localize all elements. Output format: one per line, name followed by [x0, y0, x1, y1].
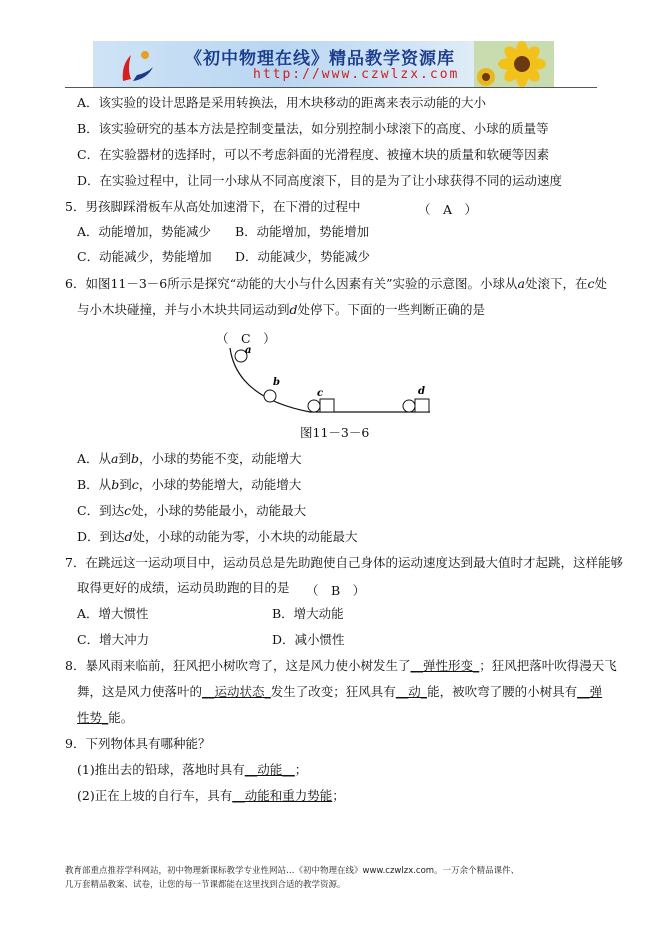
q6-stem-part1: 6．如图11－3－6所示是探究“动能的大小与什么因素有关”实验的示意图。小球从 — [65, 276, 518, 291]
q6-stem-part4: 与小木块碰撞，并与小木块共同运动到 — [77, 302, 290, 317]
q5-option-b: B．动能增加，势能增加 — [235, 224, 370, 239]
site-logo — [117, 45, 157, 85]
footer-line1: 教育部重点推荐学科网站，初中物理新课标教学专业性网站…《初中物理在线》www.czwlzx.com。一万余个精品课件、 — [65, 866, 520, 876]
label-d: d — [418, 386, 425, 397]
q6-a-var2: b — [131, 451, 140, 466]
q8-text1: 8．暴风雨来临前，狂风把小树吹弯了，这是风力使小树发生了 — [65, 658, 411, 673]
q4-option-b: B．该实验研究的基本方法是控制变量法，如分别控制小球滚下的高度、小球的质量等 — [77, 121, 549, 136]
q6-d-text2: 处，小球的动能为零，小木块的动能最大 — [132, 529, 358, 544]
header-banner — [93, 41, 554, 87]
q7-option-d: D．减小惯性 — [272, 632, 345, 647]
q5-stem: 5．男孩脚踩滑板车从高处加速滑下，在下滑的过程中 — [65, 199, 361, 214]
q8-blank1: __弹性形变_ — [410, 658, 480, 673]
ball-c — [308, 400, 320, 412]
footer-line2: 几万套精品教案、试卷，让您的每一节课都能在这里找到合适的教学资源。 — [65, 880, 346, 890]
q6-b-var2: c — [131, 477, 139, 492]
q7-answer: （ B ） — [306, 583, 366, 598]
q8-text4: 发生了改变；狂风具有 — [270, 684, 396, 699]
q7-option-b: B．增大动能 — [272, 606, 344, 621]
q8-blank4: __弹 — [577, 684, 603, 699]
q6-answer: （ C ） — [216, 331, 276, 346]
q6-a-var1: a — [111, 451, 119, 466]
q6-b-text1: B．从 — [77, 477, 112, 492]
q5-option-d: D．动能减少，势能减少 — [235, 249, 371, 264]
block-d — [415, 399, 429, 412]
q9-sub2 — [77, 788, 345, 804]
q8-blank4-cont: 性势_ — [77, 710, 109, 725]
q5-option-c: C．动能减少，势能增加 — [77, 249, 212, 264]
q6-stem-part5: 处停下。下面的一些判断正确的是 — [297, 302, 486, 317]
q8-blank2: __运动状态_ — [202, 684, 271, 699]
label-a: a — [245, 345, 252, 356]
ball-d — [403, 400, 415, 412]
q9-s1-blank: __动能__ — [244, 762, 295, 777]
q5-option-a: A．动能增加，势能减少 — [77, 224, 212, 239]
q6-c-var1: c — [124, 503, 132, 518]
q4-option-a: A．该实验的设计思路是采用转换法，用木块移动的距离来表示动能的大小 — [77, 95, 487, 110]
q6-c-text2: 处，小球的势能最小，动能最大 — [131, 503, 307, 518]
q9-s2-text1: (2)正在上坡的自行车，具有 — [77, 788, 233, 803]
q6-option-c — [77, 503, 306, 519]
block-c — [320, 399, 334, 412]
q6-option-a — [77, 451, 302, 467]
q6-b-var1: b — [111, 477, 120, 492]
q8-text5: 能，被吹弯了腰的小树具有 — [427, 684, 578, 699]
ball-b — [264, 390, 276, 402]
q6-stem-part2: 处滚下，在 — [525, 276, 588, 291]
banner-title: 《初中物理在线》精品教学资源库 — [185, 49, 455, 69]
q6-d-text1: D．到达 — [77, 529, 125, 544]
q6-var-d: d — [289, 302, 298, 317]
q6-stem-line1 — [65, 276, 607, 292]
q6-var-c: c — [587, 276, 595, 291]
q9-s1-text2: ； — [294, 762, 308, 777]
sunflower-image — [474, 41, 554, 87]
q9-stem: 9．下列物体具有哪种能？ — [65, 736, 211, 751]
q6-option-b — [77, 477, 301, 493]
q8-line2 — [77, 684, 602, 700]
q6-figure — [215, 328, 445, 420]
q6-a-text2: 到 — [118, 451, 131, 466]
q7-option-a: A．增大惯性 — [77, 606, 149, 621]
q7-stem-line2: 取得更好的成绩，运动员助跑的目的是 — [77, 580, 290, 595]
q9-s1-text1: (1)推出去的铅球，落地时具有 — [77, 762, 245, 777]
q9-sub1 — [77, 762, 307, 778]
q8-blank3: __动_ — [395, 684, 428, 699]
q6-caption: 图11－3－6 — [300, 425, 370, 440]
q6-a-text1: A．从 — [77, 451, 112, 466]
q6-a-text3: ，小球的势能不变，动能增大 — [139, 451, 302, 466]
label-c: c — [317, 388, 324, 399]
q6-c-text1: C．到达 — [77, 503, 125, 518]
q4-option-c: C．在实验器材的选择时，可以不考虑斜面的光滑程度、被撞木块的质量和软硬等因素 — [77, 147, 550, 162]
q9-s2-blank: __动能和重力势能 — [232, 788, 333, 803]
q8-text3: 舞，这是风力使落叶的 — [77, 684, 203, 699]
q6-stem-line2 — [77, 302, 485, 318]
q8-text6: 能。 — [108, 710, 134, 725]
q7-option-c: C．增大冲力 — [77, 632, 150, 647]
q6-var-a: a — [517, 276, 525, 291]
q6-d-var1: d — [124, 529, 133, 544]
q6-b-text3: ，小球的势能增大，动能增大 — [138, 477, 302, 492]
q6-option-d — [77, 529, 358, 545]
q6-stem-part3: 处 — [594, 276, 608, 291]
banner-url[interactable]: http://www.czwlzx.com — [253, 67, 460, 82]
q8-line1 — [65, 658, 617, 674]
header-rule — [65, 87, 597, 88]
q8-text2: ；狂风把落叶吹得漫天飞 — [479, 658, 617, 673]
q9-s2-text2: ； — [332, 788, 345, 803]
label-b: b — [273, 377, 280, 388]
q5-answer: （ A ） — [418, 202, 478, 217]
q4-option-d: D．在实验过程中，让同一小球从不同高度滚下，目的是为了让小球获得不同的运动速度 — [77, 173, 563, 188]
q8-line3 — [77, 710, 133, 726]
q6-b-text2: 到 — [119, 477, 132, 492]
q7-stem-line1: 7．在跳远这一运动项目中，运动员总是先助跑使自己身体的运动速度达到最大值时才起跳，这样能够 — [65, 555, 623, 570]
